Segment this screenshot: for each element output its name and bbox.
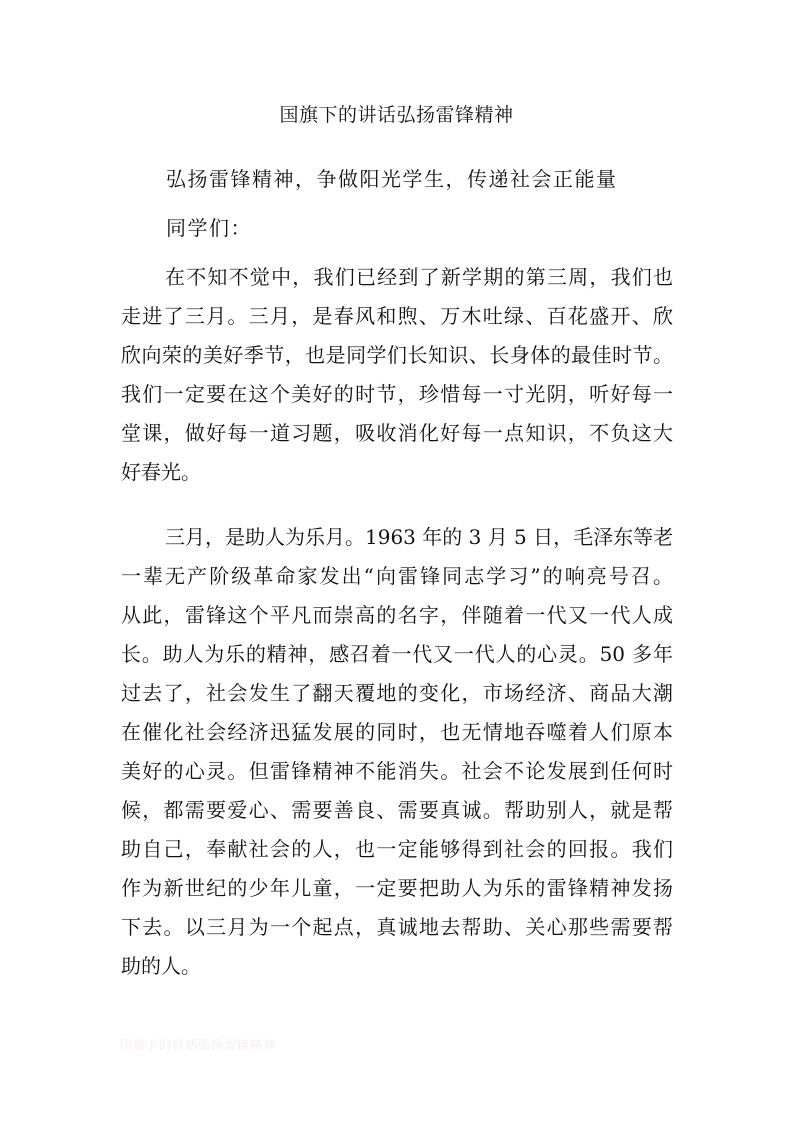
paragraph-line: 走进了三月。三月，是春风和煦、万木吐绿、百花盛开、欣 [121,304,673,328]
paragraph-line: 好春光。 [121,460,201,484]
paragraph-line: 从此，雷锋这个平凡而崇高的名字，伴随着一代又一代人成 [121,603,673,627]
paragraph-line: 下去。以三月为一个起点，真诚地去帮助、关心那些需要帮 [121,915,673,939]
paragraph-line: 作为新世纪的少年儿童，一定要把助人为乐的雷锋精神发扬 [121,876,673,900]
footer-watermark: 国旗下的讲话弘扬雷锋精神 [120,1038,277,1052]
paragraph-line: 美好的心灵。但雷锋精神不能消失。社会不论发展到任何时 [121,759,673,783]
paragraph-line: 三月，是助人为乐月。1963 年的 3 月 5 日，毛泽东等老 [165,525,674,549]
paragraph-line: 候，都需要爱心、需要善良、需要真诚。帮助别人，就是帮 [121,798,673,822]
greeting: 同学们： [166,216,252,240]
paragraph-line: 在不知不觉中，我们已经到了新学期的第三周，我们也 [165,265,673,289]
paragraph-line: 欣向荣的美好季节，也是同学们长知识、长身体的最佳时节。 [121,343,673,367]
paragraph-2 [121,518,673,986]
paragraph-1 [121,258,673,492]
paragraph-line: 一辈无产阶级革命家发出“向雷锋同志学习”的响亮号召。 [121,564,673,588]
paragraph-line: 过去了，社会发生了翻天覆地的变化，市场经济、商品大潮 [121,681,673,705]
paragraph-line: 长。助人为乐的精神，感召着一代又一代人的心灵。50 多年 [121,642,673,666]
document-subtitle: 弘扬雷锋精神，争做阳光学生，传递社会正能量 [166,167,618,191]
paragraph-line: 堂课，做好每一道习题，吸收消化好每一点知识，不负这大 [121,421,673,445]
document-title: 国旗下的讲话弘扬雷锋精神 [279,104,514,126]
paragraph-line: 助自己，奉献社会的人，也一定能够得到社会的回报。我们 [121,837,673,861]
paragraph-line: 我们一定要在这个美好的时节，珍惜每一寸光阴，听好每一 [121,382,673,406]
paragraph-line: 在催化社会经济迅猛发展的同时，也无情地吞噬着人们原本 [121,720,673,744]
paragraph-line: 助的人。 [121,954,201,978]
